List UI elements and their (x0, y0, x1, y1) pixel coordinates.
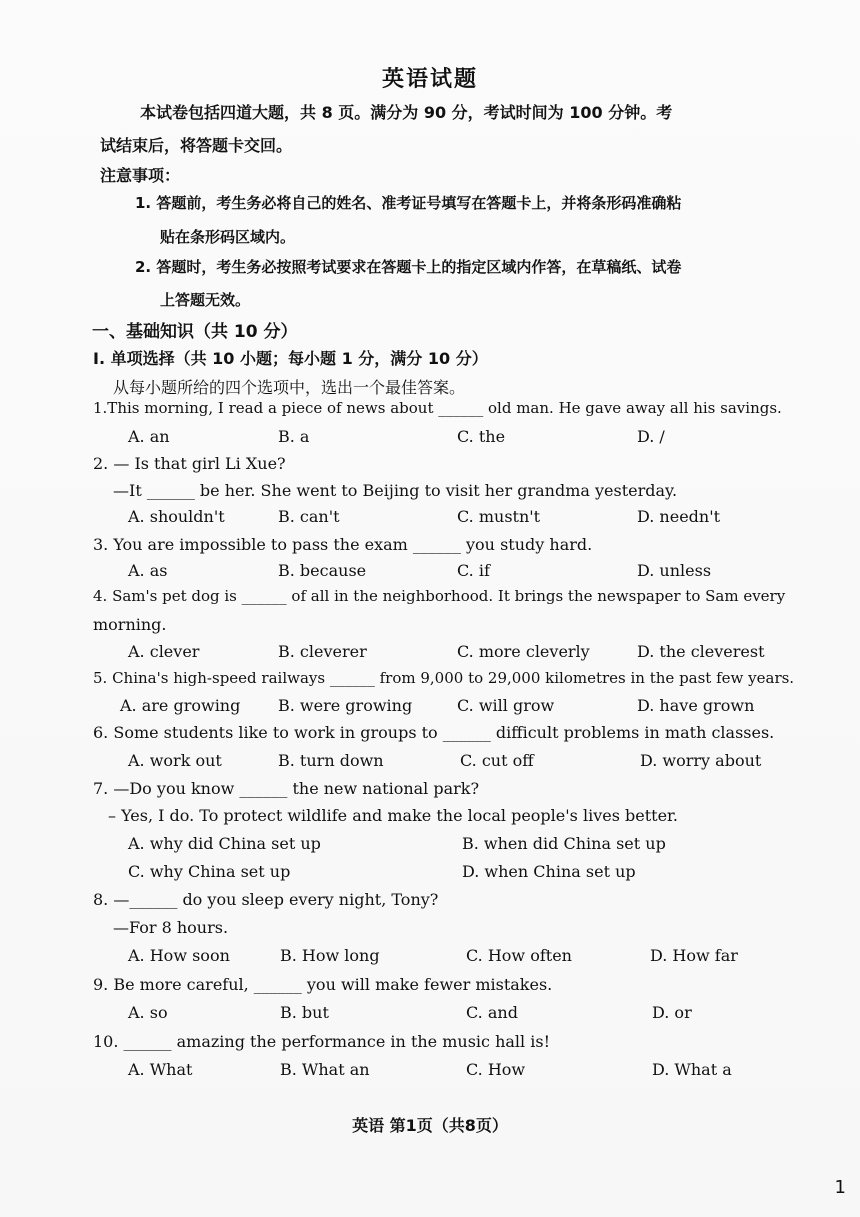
notice-heading: 注意事项： (100, 166, 181, 185)
part-1-heading: I. 单项选择（共 10 小题；每小题 1 分，满分 10 分） (93, 349, 488, 368)
question-5-option-d: D. have grown (637, 696, 755, 715)
question-1-option-d: D. / (637, 427, 665, 446)
page-footer: 英语 第1页（共8页） (352, 1116, 508, 1135)
page-title: 英语试题 (381, 67, 478, 92)
intro-line-1: 本试卷包括四道大题，共 8 页。满分为 90 分，考试时间为 100 分钟。考 (140, 103, 673, 122)
question-4-option-d: D. the cleverest (637, 642, 765, 661)
question-1-text: 1.This morning, I read a piece of news about ______ old man. He gave away all his savings. (93, 399, 782, 417)
question-4-line-1: 4. Sam's pet dog is ______ of all in the neighborhood. It brings the newspaper to Sam every (93, 587, 786, 605)
question-10-option-d: D. What a (652, 1060, 732, 1079)
question-10-option-c: C. How (466, 1060, 526, 1079)
question-7-line-2: – Yes, I do. To protect wildlife and make the local people's lives better. (108, 806, 679, 825)
question-5-option-c: C. will grow (457, 696, 555, 715)
intro-line-2: 试结束后，将答题卡交回。 (100, 136, 293, 155)
question-5-option-b: B. were growing (278, 696, 413, 715)
question-7-option-d: D. when China set up (462, 862, 636, 881)
question-7-option-a: A. why did China set up (128, 834, 321, 853)
notice-item-1-line-1: 1. 答题前，考生务必将自己的姓名、准考证号填写在答题卡上，并将条形码准确粘 (135, 194, 682, 212)
question-4-line-2: morning. (93, 615, 167, 634)
question-8-line-1: 8. —______ do you sleep every night, Tony? (93, 890, 439, 909)
question-8-option-d: D. How far (650, 946, 738, 965)
question-8-option-c: C. How often (466, 946, 572, 965)
question-3-option-c: C. if (457, 561, 490, 580)
notice-item-2-line-1: 2. 答题时，考生务必按照考试要求在答题卡上的指定区域内作答，在草稿纸、试卷 (135, 258, 682, 276)
question-9-option-c: C. and (466, 1003, 518, 1022)
question-1-option-a: A. an (128, 427, 170, 446)
page-number: 1 (834, 1177, 846, 1198)
question-6-text: 6. Some students like to work in groups to ______ difficult problems in math classes. (93, 723, 775, 742)
question-1-option-b: B. a (278, 427, 310, 446)
part-1-instruction: 从每小题所给的四个选项中，选出一个最佳答案。 (113, 378, 466, 397)
question-8-line-2: —For 8 hours. (113, 918, 229, 937)
question-10-option-b: B. What an (280, 1060, 370, 1079)
question-6-option-d: D. worry about (640, 751, 762, 770)
question-2-option-d: D. needn't (637, 507, 721, 526)
question-3-option-d: D. unless (637, 561, 712, 580)
question-8-option-a: A. How soon (128, 946, 230, 965)
question-5-option-a: A. are growing (120, 696, 241, 715)
question-2-option-b: B. can't (278, 507, 340, 526)
question-10-option-a: A. What (128, 1060, 193, 1079)
notice-item-2-line-2: 上答题无效。 (160, 291, 251, 309)
question-2-line-1: 2. — Is that girl Li Xue? (93, 454, 286, 473)
question-7-option-b: B. when did China set up (462, 834, 666, 853)
question-4-option-a: A. clever (128, 642, 200, 661)
question-9-option-d: D. or (652, 1003, 692, 1022)
section-1-heading: 一、基础知识（共 10 分） (92, 322, 298, 342)
question-7-line-1: 7. —Do you know ______ the new national park? (93, 779, 480, 798)
question-9-option-a: A. so (128, 1003, 168, 1022)
question-9-option-b: B. but (280, 1003, 329, 1022)
question-6-option-b: B. turn down (278, 751, 384, 770)
question-5-text: 5. China's high-speed railways ______ from 9,000 to 29,000 kilometres in the past few years. (93, 669, 795, 687)
question-4-option-c: C. more cleverly (457, 642, 590, 661)
question-6-option-c: C. cut off (460, 751, 534, 770)
question-3-option-b: B. because (278, 561, 367, 580)
question-10-text: 10. ______ amazing the performance in the music hall is! (93, 1032, 550, 1051)
question-6-option-a: A. work out (128, 751, 222, 770)
question-2-option-c: C. mustn't (457, 507, 541, 526)
notice-item-1-line-2: 贴在条形码区域内。 (160, 228, 296, 246)
question-2-option-a: A. shouldn't (128, 507, 225, 526)
question-8-option-b: B. How long (280, 946, 380, 965)
question-9-text: 9. Be more careful, ______ you will make fewer mistakes. (93, 975, 553, 994)
question-4-option-b: B. cleverer (278, 642, 367, 661)
question-3-text: 3. You are impossible to pass the exam ______ you study hard. (93, 535, 593, 554)
question-1-option-c: C. the (457, 427, 506, 446)
question-3-option-a: A. as (128, 561, 168, 580)
question-7-option-c: C. why China set up (128, 862, 291, 881)
question-2-line-2: —It ______ be her. She went to Beijing to visit her grandma yesterday. (113, 481, 678, 500)
